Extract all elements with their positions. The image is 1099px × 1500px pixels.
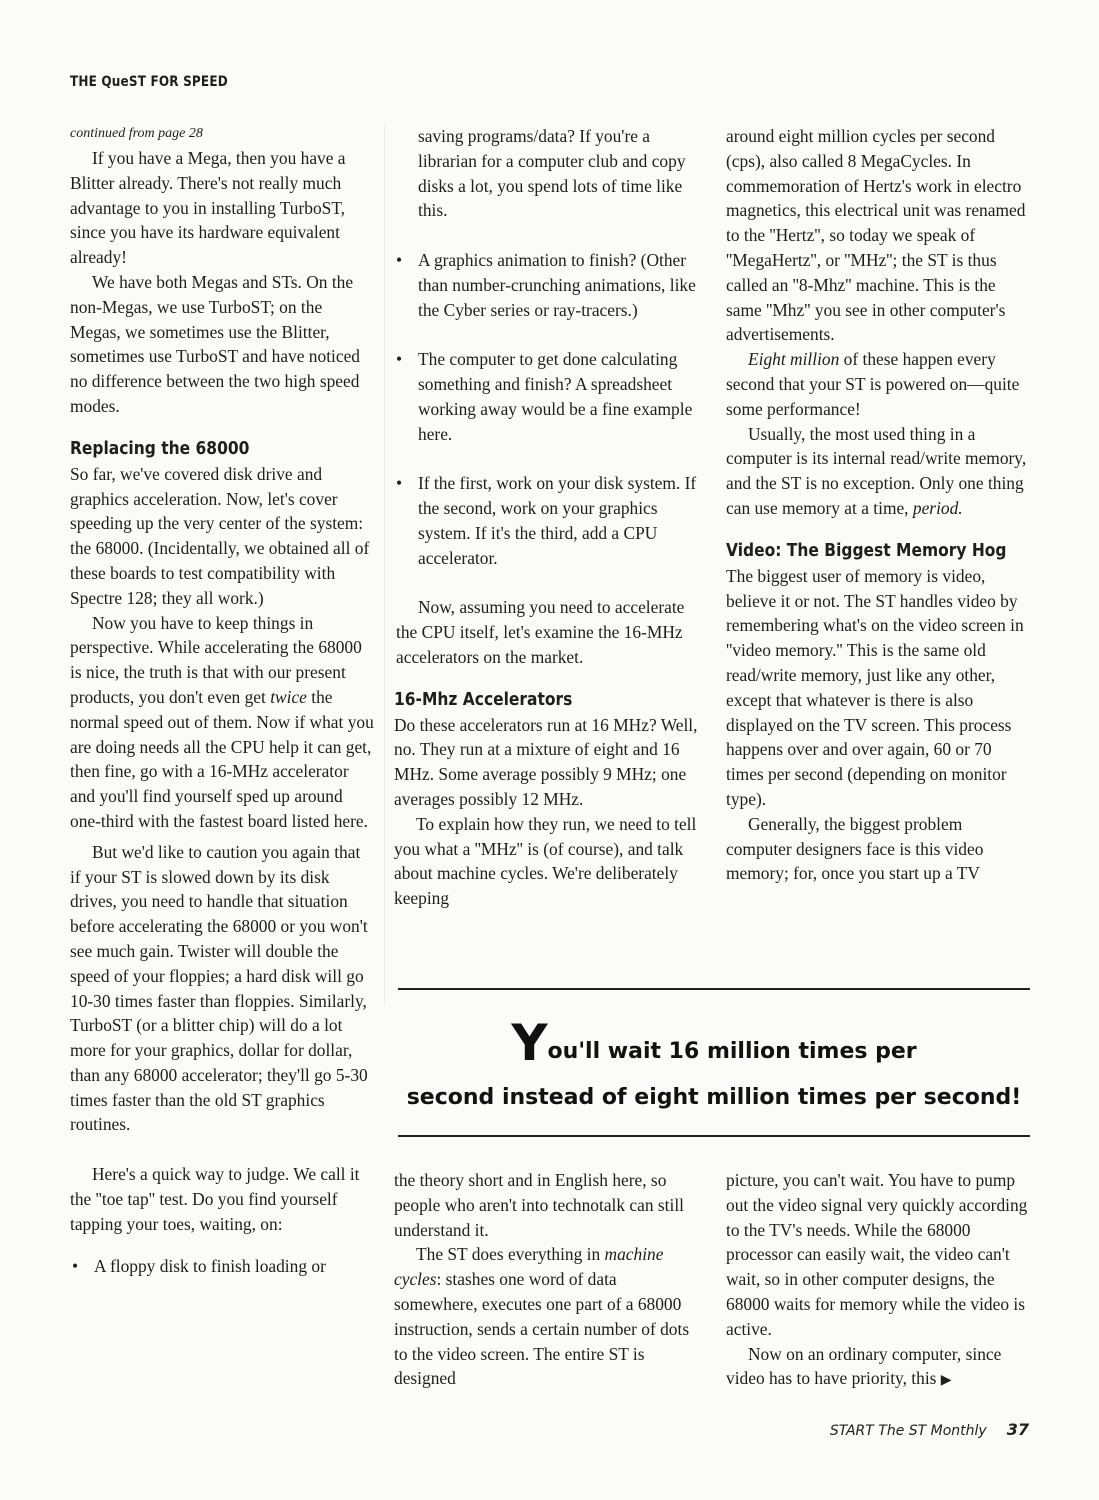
column-2 xyxy=(394,124,699,911)
pullquote-top-rule xyxy=(398,988,1030,990)
pullquote-dropcap: Y xyxy=(511,1014,548,1072)
page-number: 37 xyxy=(1006,1420,1029,1439)
section-heading-replacing-68000: Replacing the 68000 xyxy=(70,437,250,459)
paragraph: around eight million cycles per second (cps), also called 8 MegaCycles. In commemoration of Hertz's work in electro magnetics, this electrical unit was renamed to the ''Hertz'', so today we speak of ''MegaHertz'', or ''MHz''; the ST is thus called an ''8-Mhz'' machine. This is the same ''Mhz'' you see in other computer's advertisements. xyxy=(726,126,1026,345)
paragraph: Now, assuming you need to accelerate the CPU itself, let's examine the 16-MHz accelerators on the market. xyxy=(396,597,685,667)
paragraph: Generally, the biggest problem computer designers face is this video memory; for, once you start up a TV xyxy=(726,813,984,884)
paragraph: Do these accelerators run at 16 MHz? Well, no. They run at a mixture of eight and 16 MHz. Some average possibly 9 MHz; one averages possibly 12 MHz. xyxy=(394,714,698,809)
toe-tap-list-continued xyxy=(394,248,699,570)
paragraph: But we'd like to caution you again that if your ST is slowed down by its disk drives, you need to handle that situation before accelerating the 68000 or you won't see much gain. Twister will double the speed of your floppies; a hard disk will go 10-30 times faster than floppies. Similarly, TurboST (or a blitter chip) will do a lot more for your graphics, dollar for dollar, than any 68000 accelerator; they'll go 5-30 times faster than the old ST graphics routines. xyxy=(70,841,368,1135)
column-3-bottom xyxy=(726,1168,1031,1394)
pullquote-bottom-rule xyxy=(398,1135,1030,1137)
section-heading-16mhz-accelerators: 16-Mhz Accelerators xyxy=(394,688,573,710)
paragraph: Eight million of these happen every second that your ST is powered on—quite some performance! xyxy=(726,349,1020,419)
paragraph: If you have a Mega, then you have a Blitter already. There's not really much advantage to you in installing TurboST, since you have its hardware equivalent already! xyxy=(70,148,346,268)
pullquote xyxy=(398,1014,1030,1121)
column-3 xyxy=(726,124,1031,886)
column-2-bottom xyxy=(394,1168,699,1391)
magazine-name: START The ST Monthly xyxy=(829,1423,987,1439)
list-item: • A graphics animation to finish? (Other than number-crunching animations, like the Cyber series or ray-tracers.) xyxy=(394,248,699,322)
paragraph: We have both Megas and STs. On the non-Megas, we use TurboST; on the Megas, we sometimes use the Blitter, sometimes use TurboST and have noticed no difference between the two high speed modes. xyxy=(70,271,360,416)
continued-arrow-icon: ▶ xyxy=(940,1373,952,1389)
paragraph: the theory short and in English here, so people who aren't into technotalk can still understand it. xyxy=(394,1170,684,1240)
list-item: • The computer to get done calculating something and finish? A spreadsheet working away would be a fine example here. xyxy=(394,347,699,446)
pullquote-line-2: second instead of eight million times per second! xyxy=(406,1085,1022,1110)
running-head: THE QueST FOR SPEED xyxy=(70,74,228,90)
section-heading-video-memory-hog: Video: The Biggest Memory Hog xyxy=(726,539,1007,561)
paragraph: Now you have to keep things in perspective. While accelerating the 68000 is nice, the truth is that with our present products, you don't even get twice the normal speed out of them. Now if what you are doing needs all the CPU help it can get, then fine, go with a 16-MHz accelerator and you'll find yourself sped up around one-third with the fastest board listed here. xyxy=(70,612,374,831)
paragraph: The ST does everything in machine cycles: stashes one word of data somewhere, executes one part of a 68000 instruction, sends a certain number of dots to the video screen. The entire ST is designed xyxy=(394,1244,690,1389)
paragraph: So far, we've covered disk drive and graphics acceleration. Now, let's cover speeding up the very center of the system: the 68000. (Incidentally, we obtained all of these boards to test compatibility with Spectre 128; they all work.) xyxy=(70,463,370,608)
paragraph: picture, you can't wait. You have to pump out the video signal very quickly according to the TV's needs. While the 68000 processor can easily wait, the video can't wait, so in other computer designs, the 68000 waits for memory while the video is active. xyxy=(726,1170,1028,1339)
paragraph: The biggest user of memory is video, believe it or not. The ST handles video by remembering what's on the video screen in ''video memory.'' This is the same old read/write memory, just like any other, except that whatever is there is also displayed on the TV screen. This process happens over and over again, 60 or 70 times per second (depending on monitor type). xyxy=(726,565,1024,809)
paragraph: saving programs/data? If you're a librarian for a computer club and copy disks a lot, you spend lots of time like this. xyxy=(418,126,686,221)
pullquote-line-1: ou'll wait 16 million times per xyxy=(547,1039,917,1064)
list-item: • If the first, work on your disk system. If the second, work on your graphics system. If it's the third, add a CPU accelerator. xyxy=(394,471,699,570)
paragraph: To explain how they run, we need to tell you what a ''MHz'' is (of course), and talk about machine cycles. We're deliberately keeping xyxy=(394,813,697,909)
paragraph: Here's a quick way to judge. We call it the ''toe tap'' test. Do you find yourself tapping your toes, waiting, on: xyxy=(70,1164,360,1234)
page-footer xyxy=(830,1420,1029,1439)
column-divider xyxy=(384,125,385,1005)
paragraph: Now on an ordinary computer, since video has to have priority, this ▶ xyxy=(726,1343,1002,1389)
column-1 xyxy=(70,124,375,1279)
paragraph: Usually, the most used thing in a computer is its internal read/write memory, and the ST is no exception. Only one thing can use memory at a time, period. xyxy=(726,423,1027,518)
list-item: • A floppy disk to finish loading or xyxy=(70,1254,375,1279)
toe-tap-list xyxy=(70,1254,375,1279)
continued-note: continued from page 28 xyxy=(70,126,203,141)
